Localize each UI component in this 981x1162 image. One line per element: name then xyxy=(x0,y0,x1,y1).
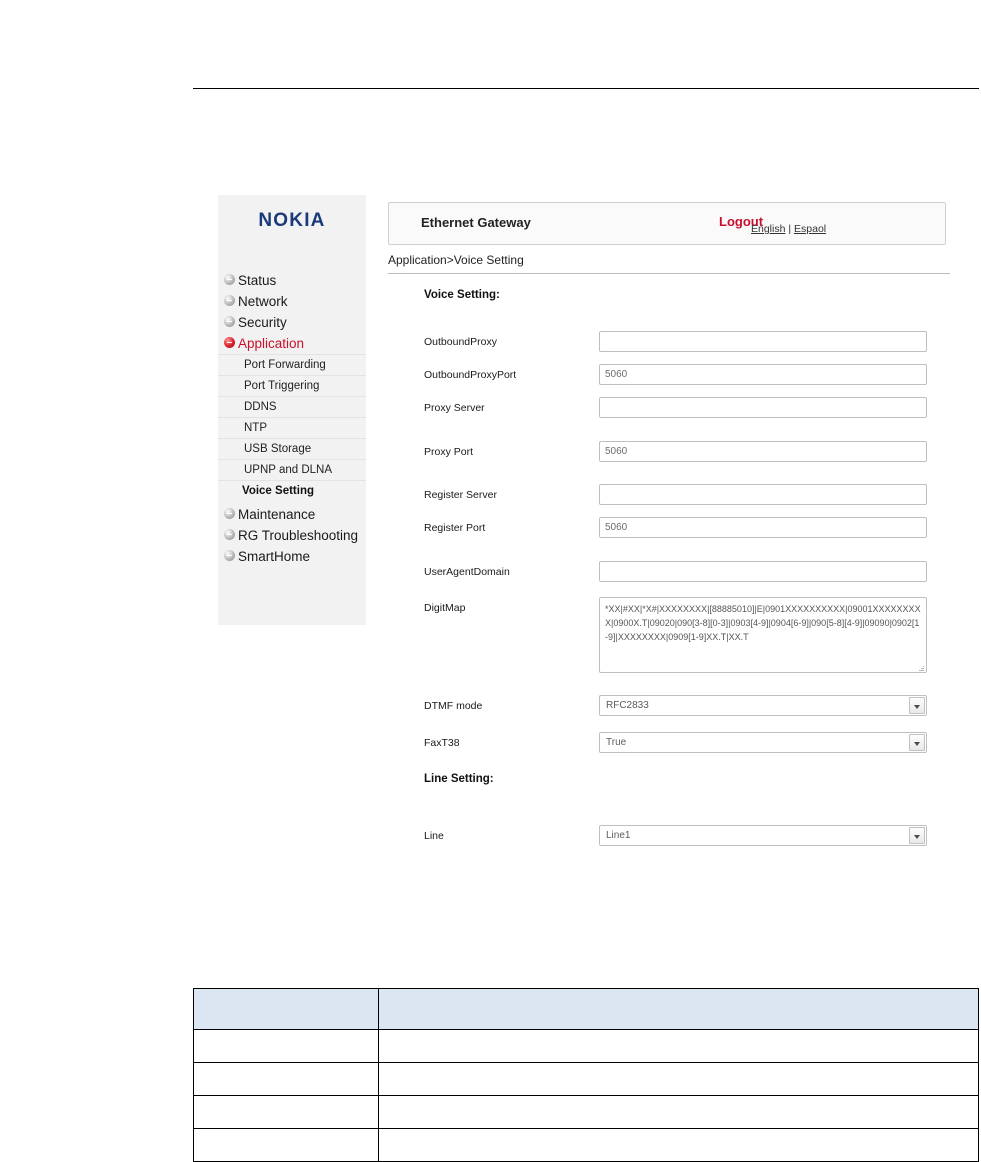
sidebar-nav xyxy=(218,270,366,567)
sidebar-item-label: RG Troubleshooting xyxy=(238,528,359,543)
table-header-row xyxy=(194,989,979,1030)
minus-bullet-icon xyxy=(224,337,235,348)
sidebar-subitem-label: Port Forwarding xyxy=(244,359,326,371)
field-label: Register Server xyxy=(424,489,497,501)
plus-bullet-icon xyxy=(224,316,235,327)
sidebar-item-label: Security xyxy=(238,315,287,330)
sidebar-item-label: SmartHome xyxy=(238,549,311,564)
header-bar xyxy=(388,202,946,245)
logo-text: NOKIA xyxy=(258,209,326,231)
proxy-server-input[interactable] xyxy=(599,397,927,418)
field-row-proxy-port xyxy=(424,441,884,465)
field-label: Register Port xyxy=(424,522,486,534)
sidebar-item-label: Maintenance xyxy=(238,507,316,522)
table-row xyxy=(194,1063,979,1096)
table-row xyxy=(194,1096,979,1129)
language-english-link[interactable]: English xyxy=(751,223,786,235)
document-table xyxy=(193,988,979,1162)
line-select[interactable] xyxy=(599,825,927,846)
section-heading-voice-setting: Voice Setting: xyxy=(424,289,500,301)
table-row xyxy=(194,1129,979,1162)
register-server-input[interactable] xyxy=(599,484,927,505)
register-port-input[interactable] xyxy=(599,517,927,538)
sidebar-item-ntp[interactable] xyxy=(218,417,366,438)
sidebar-item-label: Application xyxy=(238,336,305,351)
sidebar-item-usb-storage[interactable] xyxy=(218,438,366,459)
chevron-down-icon[interactable] xyxy=(909,734,925,751)
sidebar-item-ddns[interactable] xyxy=(218,396,366,417)
table-cell xyxy=(379,1030,979,1063)
field-label: UserAgentDomain xyxy=(424,566,510,578)
table-cell xyxy=(194,1030,379,1063)
dtmf-mode-value: RFC2833 xyxy=(606,700,649,711)
table-cell xyxy=(379,1096,979,1129)
field-label: Line xyxy=(424,830,444,842)
divider xyxy=(388,273,950,274)
resize-grip-icon[interactable] xyxy=(918,665,925,672)
table-row xyxy=(194,1030,979,1063)
fax-t38-select[interactable] xyxy=(599,732,927,753)
field-row-register-port xyxy=(424,517,884,541)
field-row-outbound-proxy-port xyxy=(424,364,884,388)
table-cell xyxy=(194,1129,379,1162)
logo xyxy=(218,195,366,246)
chevron-down-icon[interactable] xyxy=(909,697,925,714)
sidebar-item-port-forwarding[interactable] xyxy=(218,354,366,375)
plus-bullet-icon xyxy=(224,508,235,519)
page-top-rule xyxy=(193,88,979,89)
field-label: OutboundProxyPort xyxy=(424,369,517,381)
plus-bullet-icon xyxy=(224,295,235,306)
field-row-register-server xyxy=(424,484,884,508)
field-label: Proxy Server xyxy=(424,402,485,414)
sidebar xyxy=(218,195,367,625)
router-ui-screenshot xyxy=(218,195,954,850)
field-row-outbound-proxy xyxy=(424,331,884,355)
field-label: DTMF mode xyxy=(424,700,483,712)
proxy-port-input[interactable] xyxy=(599,441,927,462)
sidebar-item-rg-troubleshooting[interactable] xyxy=(218,525,366,546)
outbound-proxy-input[interactable] xyxy=(599,331,927,352)
sidebar-item-status[interactable] xyxy=(218,270,366,291)
field-label: Proxy Port xyxy=(424,446,474,458)
table-cell xyxy=(194,1096,379,1129)
sidebar-item-port-triggering[interactable] xyxy=(218,375,366,396)
sidebar-subitem-label: DDNS xyxy=(244,401,277,413)
sidebar-item-upnp-and-dlna[interactable] xyxy=(218,459,366,480)
sidebar-item-application[interactable] xyxy=(218,333,366,354)
chevron-down-icon[interactable] xyxy=(909,827,925,844)
table-header-cell xyxy=(379,989,979,1030)
plus-bullet-icon xyxy=(224,529,235,540)
field-row-dtmf-mode xyxy=(424,695,884,719)
sidebar-subitem-label: Voice Setting xyxy=(242,485,314,497)
table-cell xyxy=(194,1063,379,1096)
sidebar-subitem-label: NTP xyxy=(244,422,267,434)
field-row-user-agent-domain xyxy=(424,561,884,585)
sidebar-item-network[interactable] xyxy=(218,291,366,312)
sidebar-item-maintenance[interactable] xyxy=(218,504,366,525)
logout-button[interactable]: Logout xyxy=(719,214,764,229)
sidebar-item-voice-setting[interactable] xyxy=(218,480,366,501)
page-title: Ethernet Gateway xyxy=(421,215,531,230)
table-header-cell xyxy=(194,989,379,1030)
sidebar-item-label: Network xyxy=(238,294,288,309)
language-spanish-link[interactable]: Espaol xyxy=(794,223,827,235)
language-separator: | xyxy=(785,223,795,235)
outbound-proxy-port-input[interactable] xyxy=(599,364,927,385)
language-switcher xyxy=(751,223,826,235)
plus-bullet-icon xyxy=(224,274,235,285)
fax-t38-value: True xyxy=(606,737,627,748)
line-value: Line1 xyxy=(606,830,631,841)
table-cell xyxy=(379,1129,979,1162)
user-agent-domain-input[interactable] xyxy=(599,561,927,582)
field-label: DigitMap xyxy=(424,602,466,614)
sidebar-item-label: Status xyxy=(238,273,277,288)
field-label: OutboundProxy xyxy=(424,336,497,348)
sidebar-subitem-label: Port Triggering xyxy=(244,380,320,392)
breadcrumb: Application>Voice Setting xyxy=(388,253,524,267)
field-row-fax-t38 xyxy=(424,732,884,756)
sidebar-item-smarthome[interactable] xyxy=(218,546,366,567)
section-heading-line-setting: Line Setting: xyxy=(424,773,494,785)
table-cell xyxy=(379,1063,979,1096)
main-panel xyxy=(366,195,954,850)
sidebar-subitem-label: UPNP and DLNA xyxy=(244,464,332,476)
field-label: FaxT38 xyxy=(424,737,460,749)
dtmf-mode-select[interactable] xyxy=(599,695,927,716)
digit-map-textarea[interactable]: *XX|#XX|*X#|XXXXXXXX|[88885010]|E|0901XXXXXXXXXX|09001XXXXXXXXX|0900X.T|09020|090[3-8][0-3]|0903[4-9]|0904[6-9]|090[5-8][4-9]|09090|0902[1-9]|XXXXXXXX|0909[1-9]XX.T|XX.T xyxy=(599,597,927,673)
field-row-proxy-server xyxy=(424,397,884,421)
plus-bullet-icon xyxy=(224,550,235,561)
sidebar-subitem-label: USB Storage xyxy=(244,443,312,455)
field-row-line xyxy=(424,825,884,849)
sidebar-item-security[interactable] xyxy=(218,312,366,333)
field-row-digit-map xyxy=(424,597,921,677)
